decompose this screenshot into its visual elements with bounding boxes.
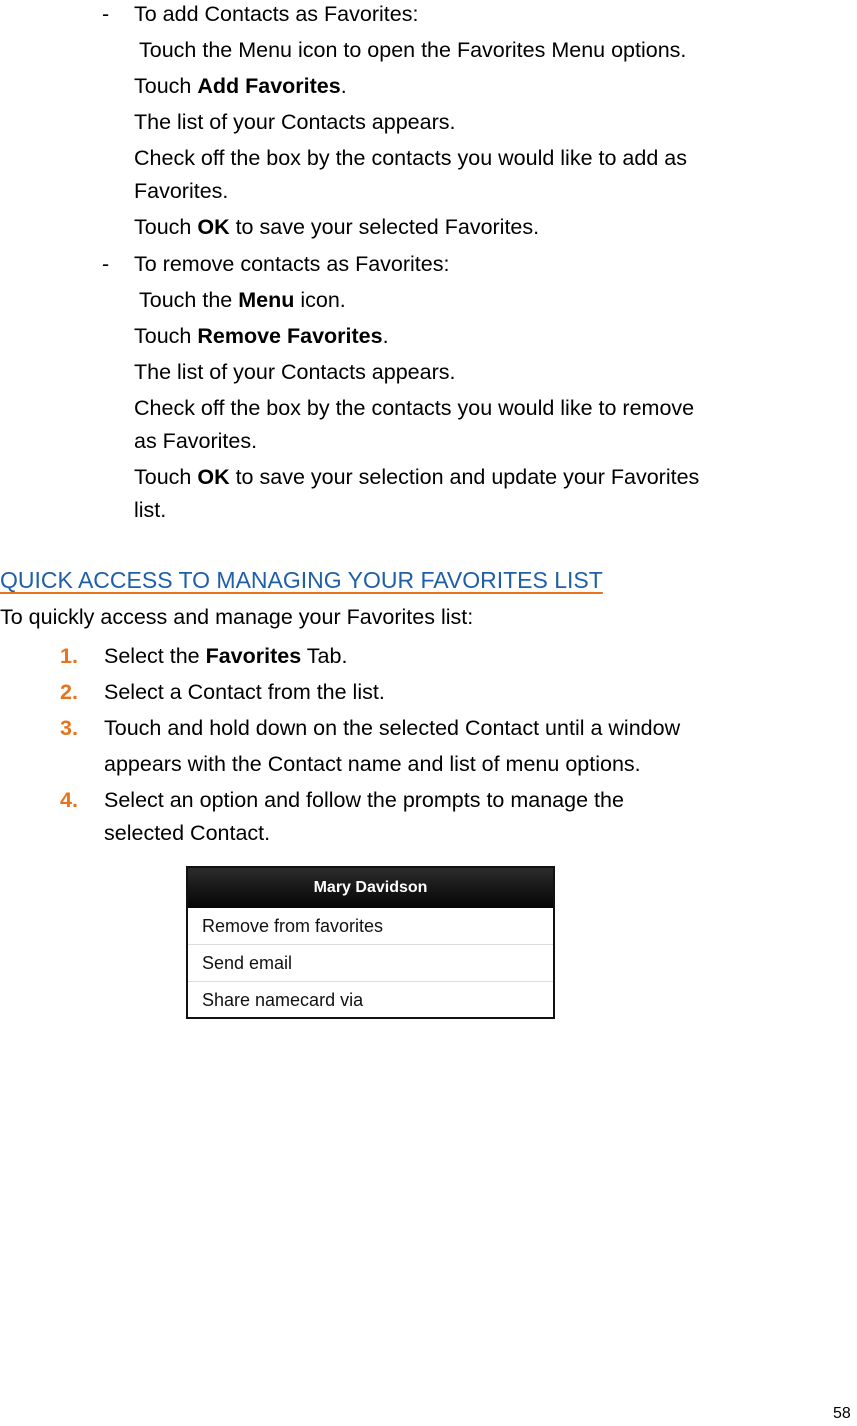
remove-step-menu-icon: Touch the Menu icon. [139, 288, 346, 312]
list-number: 1. [60, 644, 78, 668]
add-step-touch-add-favorites: Touch Add Favorites. [134, 74, 347, 98]
list-item-select-contact: Select a Contact from the list. [104, 680, 385, 704]
list-item-select-favorites-tab: Select the Favorites Tab. [104, 644, 348, 668]
remove-step-touch-ok-line1: Touch OK to save your selection and update your Favorites [134, 465, 700, 489]
bullet-dash: - [102, 252, 110, 276]
add-step-list-appears: The list of your Contacts appears. [134, 110, 456, 134]
quick-access-intro: To quickly access and manage your Favorites list: [0, 605, 474, 629]
list-number: 3. [60, 716, 78, 740]
list-item-touch-hold-line1: Touch and hold down on the selected Contact until a window [104, 716, 681, 740]
bullet-dash: - [102, 2, 110, 26]
popup-title: Mary Davidson [188, 868, 553, 908]
add-step-menu-icon: Touch the Menu icon to open the Favorites Menu options. [139, 38, 687, 62]
list-number: 4. [60, 788, 78, 812]
contact-options-popup [186, 866, 555, 1019]
remove-step-touch-remove-favorites: Touch Remove Favorites. [134, 324, 389, 348]
add-step-touch-ok: Touch OK to save your selected Favorites. [134, 215, 540, 239]
add-step-check-off-line1: Check off the box by the contacts you would like to add as [134, 146, 687, 170]
list-number: 2. [60, 680, 78, 704]
share-namecard-option[interactable]: Share namecard via [202, 990, 364, 1010]
list-item-touch-hold-line2: appears with the Contact name and list of menu options. [104, 752, 641, 776]
send-email-option[interactable]: Send email [188, 945, 553, 982]
list-item-select-option-line1: Select an option and follow the prompts to manage the [104, 788, 624, 812]
add-step-check-off-line2: Favorites. [134, 179, 229, 203]
remove-from-favorites-option[interactable]: Remove from favorites [188, 908, 553, 945]
add-favorites-intro: To add Contacts as Favorites: [134, 2, 419, 26]
remove-favorites-intro: To remove contacts as Favorites: [134, 252, 450, 276]
page-number: 58 [833, 1405, 851, 1422]
remove-step-check-off-line2: as Favorites. [134, 429, 258, 453]
remove-step-touch-ok-line2: list. [134, 498, 167, 522]
remove-step-check-off-line1: Check off the box by the contacts you would like to remove [134, 396, 695, 420]
list-item-select-option-line2: selected Contact. [104, 821, 271, 845]
remove-step-list-appears: The list of your Contacts appears. [134, 360, 456, 384]
section-heading: QUICK ACCESS TO MANAGING YOUR FAVORITES LIST [0, 567, 603, 593]
